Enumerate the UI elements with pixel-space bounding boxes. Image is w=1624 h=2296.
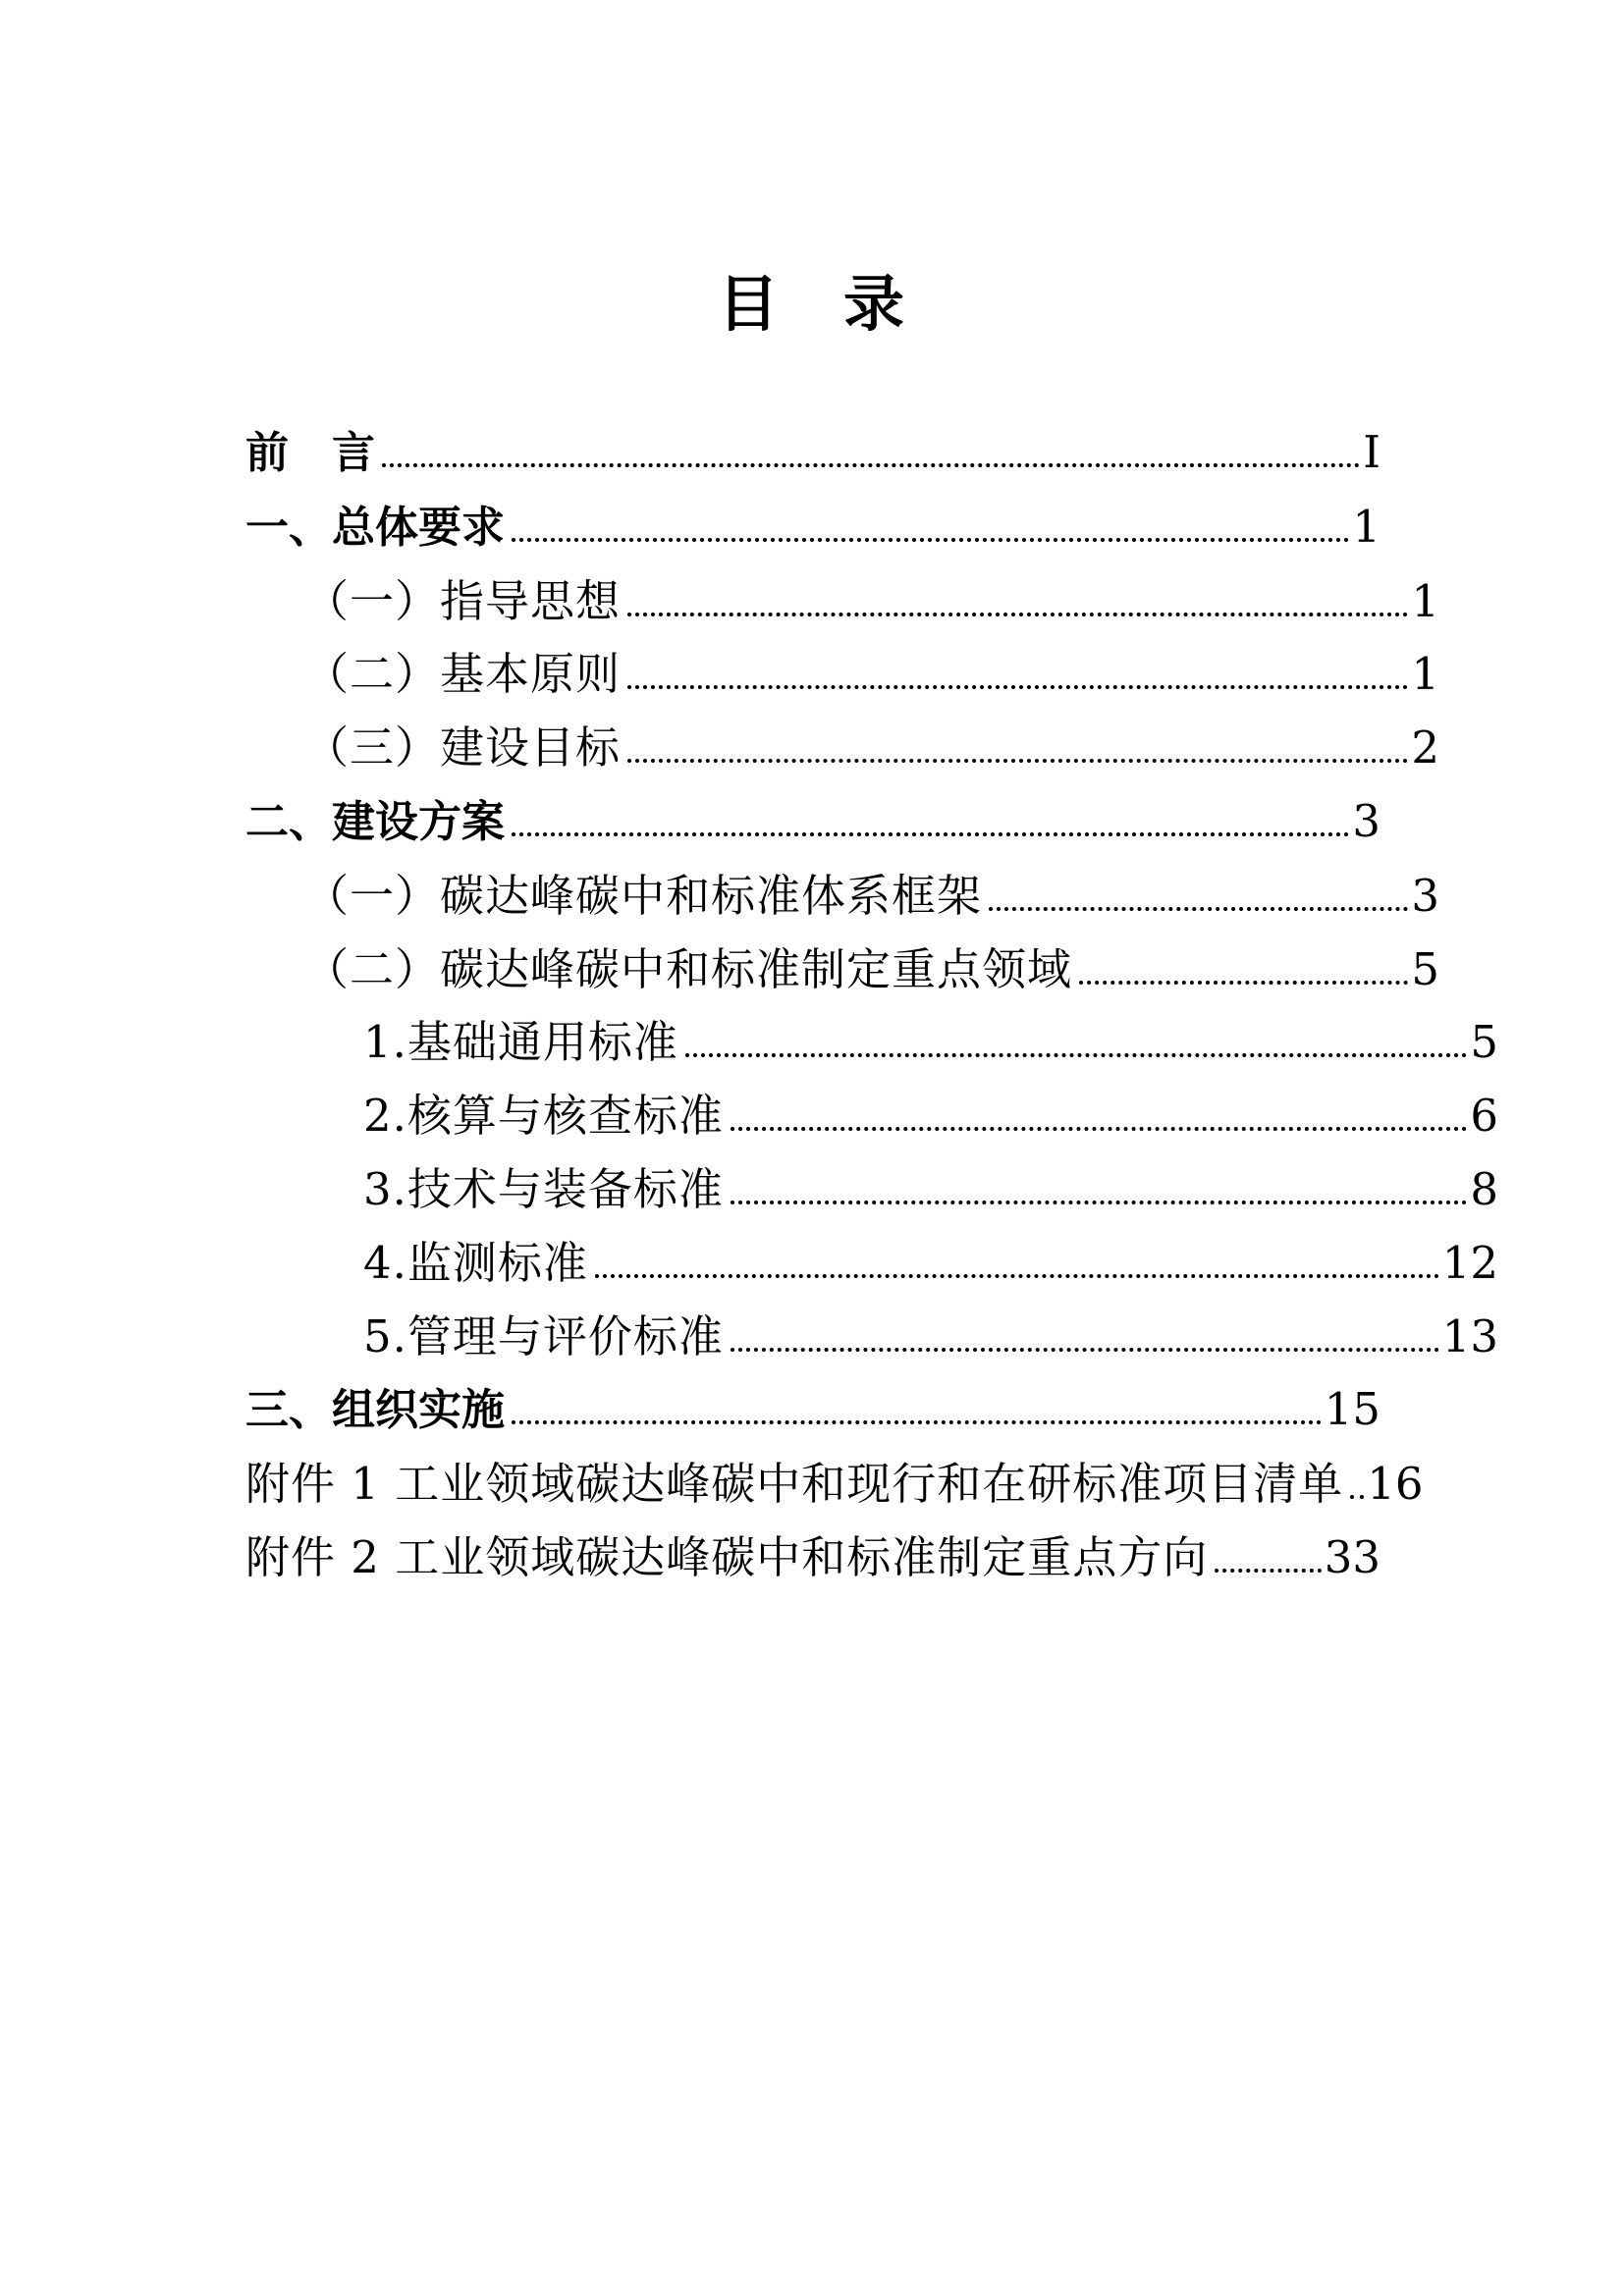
dot-leader: [512, 832, 1349, 836]
toc-entry[interactable]: [245, 1153, 1498, 1227]
toc-entry[interactable]: [245, 1080, 1498, 1153]
toc-entry[interactable]: [245, 638, 1439, 712]
toc-entry-page-number: 16: [1367, 1458, 1424, 1511]
toc-entry[interactable]: [245, 934, 1439, 1007]
toc-entry-page-number: 5: [1411, 942, 1439, 995]
toc-entry-label: 附件 1 工业领域碳达峰碳中和现行和在研标准项目清单: [245, 1458, 1344, 1511]
toc-entry-page-number: 6: [1470, 1090, 1498, 1143]
dot-leader: [1350, 1495, 1364, 1499]
toc-entry-page-number: 33: [1324, 1530, 1380, 1583]
dot-leader: [512, 538, 1349, 542]
toc-entry[interactable]: [245, 491, 1380, 565]
toc-entry[interactable]: [245, 1448, 1424, 1522]
toc-entry-page-number: I: [1363, 426, 1380, 478]
toc-entry[interactable]: [245, 565, 1439, 639]
toc-entry-label: 二、建设方案: [245, 796, 505, 847]
toc-entry-label: 一、总体要求: [245, 502, 505, 553]
toc-entry-page-number: 3: [1411, 869, 1439, 922]
toc-entry-page-number: 8: [1470, 1162, 1498, 1215]
toc-entry-label: 2.核算与核查标准: [363, 1090, 724, 1143]
dot-leader: [627, 613, 1408, 616]
toc-entry[interactable]: [245, 1373, 1380, 1448]
dot-leader: [731, 1348, 1439, 1352]
toc-entry-page-number: 13: [1441, 1309, 1498, 1362]
toc-entry-page-number: 1: [1352, 500, 1380, 553]
toc-entry-label: 三、组织实施: [245, 1385, 505, 1436]
toc-entry-label: （三）建设目标: [304, 721, 622, 774]
page-title: 目 录: [717, 268, 906, 340]
toc-entry[interactable]: [245, 416, 1380, 491]
dot-leader: [382, 463, 1360, 467]
toc-entry-label: 3.技术与装备标准: [363, 1162, 724, 1215]
dot-leader: [989, 907, 1408, 911]
dot-leader: [1215, 1569, 1321, 1573]
dot-leader: [627, 685, 1408, 689]
toc-entry-label: 前 言: [245, 428, 375, 478]
toc-entry[interactable]: [245, 1006, 1498, 1080]
toc-entry[interactable]: [245, 1301, 1498, 1374]
toc-entry-page-number: 1: [1411, 648, 1439, 701]
dot-leader: [595, 1274, 1439, 1278]
toc-entry-label: 1.基础通用标准: [363, 1016, 678, 1069]
dot-leader: [731, 1127, 1467, 1131]
toc-entry[interactable]: [245, 860, 1439, 934]
dot-leader: [731, 1201, 1467, 1204]
toc-entry-label: 附件 2 工业领域碳达峰碳中和标准制定重点方向: [245, 1530, 1209, 1583]
toc-entry-label: （一）指导思想: [304, 574, 622, 627]
toc-entry[interactable]: [245, 785, 1380, 860]
dot-leader: [1079, 981, 1408, 985]
toc-entry-page-number: 1: [1411, 574, 1439, 627]
toc-entry-page-number: 15: [1324, 1383, 1380, 1436]
toc-entry-page-number: 3: [1352, 794, 1380, 847]
dot-leader: [685, 1053, 1467, 1057]
toc-entry-page-number: 12: [1441, 1236, 1498, 1289]
toc-entry-page-number: 5: [1470, 1016, 1498, 1069]
table-of-contents: [245, 416, 1498, 1595]
toc-entry-page-number: 2: [1411, 721, 1439, 774]
toc-entry[interactable]: [245, 1522, 1380, 1595]
dot-leader: [627, 759, 1408, 763]
dot-leader: [512, 1420, 1322, 1424]
toc-entry[interactable]: [245, 1227, 1498, 1301]
toc-entry-label: （一）碳达峰碳中和标准体系框架: [304, 869, 983, 922]
toc-entry-label: 5.管理与评价标准: [363, 1309, 724, 1362]
toc-entry-label: （二）碳达峰碳中和标准制定重点领域: [304, 942, 1073, 995]
toc-entry[interactable]: [245, 712, 1439, 785]
toc-entry-label: （二）基本原则: [304, 648, 622, 701]
toc-entry-label: 4.监测标准: [363, 1236, 588, 1289]
